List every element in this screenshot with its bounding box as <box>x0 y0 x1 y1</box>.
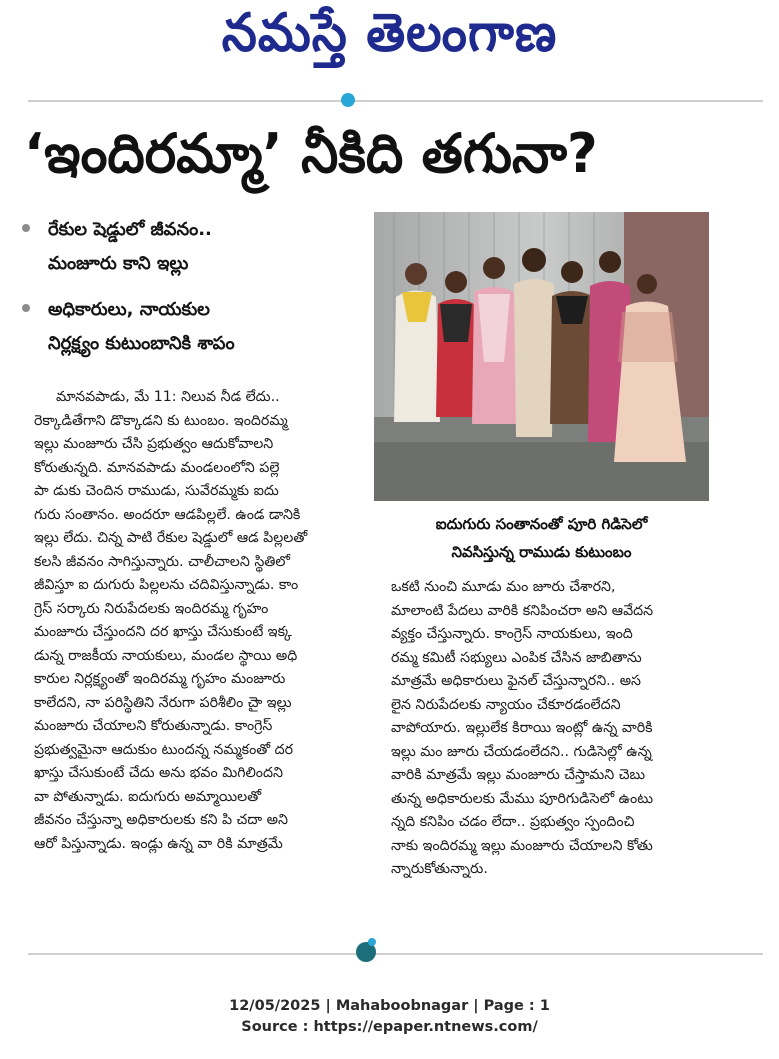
article-line: ప్రభుత్వమైనా ఆదుకుం టుందన్న నమ్మకంతో దర <box>34 741 294 758</box>
photo-caption <box>374 510 709 566</box>
article-line: కాలేదని, నా పరిస్థితిని నేరుగా పరిశీలిం చైా ఇల్లు <box>34 694 292 711</box>
article-line: మానవపాడు, మే 11: నిలువ నీడ లేదు.. <box>56 389 280 405</box>
article-line: ఆరో పిస్తున్నాడు. ఇండ్లు ఉన్న వా రికి మాత్రమే <box>34 835 283 852</box>
article-line: లైన నిరుపేదలకు న్యాయం చేకూరడంలేదని <box>391 696 621 713</box>
family-photo <box>374 212 709 501</box>
article-line: ఇల్లు లేదు. చిన్న పాటి రేకుల షెడ్డులో ఆడ పిల్లలతో <box>34 530 308 546</box>
ornament-icon <box>341 93 355 107</box>
article-line: ఇల్లు మంజూరు చేసి ప్రభుత్వం ఆదుకోవాలని <box>34 436 274 452</box>
article-line: ఒకటి నుంచి మూడు మం జూరు చేశారని, <box>391 579 616 595</box>
article-line: గురు సంతానం. అందరూ ఆడపిల్లలే. ఉండ డానికి <box>34 506 301 523</box>
caption-line: ఐదుగురు సంతానంతో పూరి గిడిసెలో <box>435 515 648 533</box>
article-line: రెక్కాడితేగాని డొక్కాడని కు టుంబం. ఇందిరమ్మ <box>34 412 288 429</box>
article-line: డున్న రాజకీయ నాయకులు, మండల స్థాయి అధి <box>34 647 298 664</box>
article-line: తున్న అధికారులకు మేము పూరిగుడిసెలో ఉంటు <box>391 790 654 807</box>
bullet-item <box>18 293 368 361</box>
article-left-column <box>34 386 362 856</box>
end-ornament-dot-icon <box>368 938 376 946</box>
caption-line: నివసిస్తున్న రాముడు కుటుంబం <box>451 543 632 561</box>
bullet-line: అధికారులు, నాయకుల <box>48 299 210 320</box>
article-line: కారుల నిర్లక్ష్యంతో ఇందిరమ్మ గృహం మంజూరు <box>34 671 286 687</box>
bullet-line: మంజూరు కాని ఇల్లు <box>48 253 189 274</box>
bottom-divider <box>28 953 763 955</box>
newspaper-logo: నమస్తే తెలంగాణ <box>221 2 558 64</box>
article-line: మాత్రమే అధికారులు ఫైనల్ చేస్తున్నారని.. అస <box>391 673 642 689</box>
footer-source: Source : https://epaper.ntnews.com/ <box>241 1019 538 1035</box>
article-line: జీవిస్తూ ఐ దుగురు పిల్లలను చదివిస్తున్నాడు. కాం <box>34 577 299 593</box>
article-line: వారికి మాత్రమే ఇల్లు మంజూరు చేస్తామని చెబు <box>391 767 646 783</box>
bullet-line: రేకుల షెడ్డులో జీవనం.. <box>48 219 212 240</box>
bullet-line: నిర్లక్ష్యం కుటుంబానికి శాపం <box>48 333 235 354</box>
article-line: మాలాంటి పేదలు వారికి కనిపించరా అని ఆవేదన <box>391 602 654 619</box>
masthead <box>0 0 779 78</box>
article-line: గ్రెస్ సర్కారు నిరుపేదలకు ఇందిరమ్మ గృహం <box>34 600 269 617</box>
article-line: నాకు ఇందిరమ్మ ఇల్లు మంజూరు చేయాలని కోతు <box>391 837 653 854</box>
article-line: న్నారుకోతున్నారు. <box>391 861 488 877</box>
bullet-text <box>48 293 235 361</box>
article-right-column <box>391 576 711 882</box>
article-line: మంజూరు చేయాలని కోరుతున్నాడు. కాంగ్రెస్ <box>34 718 273 734</box>
footer-date-edition: 12/05/2025 | Mahaboobnagar | Page : 1 <box>229 998 550 1014</box>
page-footer <box>0 996 779 1038</box>
article-line: వ్యక్తం చేస్తున్నారు. కాంగ్రెస్ నాయకులు, ఇంది <box>391 626 633 642</box>
article-line: మంజూరు చేస్తుందని దర ఖాస్తు చేసుకుంటే ఇక్క <box>34 624 292 640</box>
article-line: కోరుతున్నది. మానవపాడు మండలంలోని పల్లె <box>34 459 280 476</box>
bullet-item <box>18 213 368 281</box>
headline: ‘ఇందిరమ్మా’ నీకిది తగునా? <box>24 122 598 185</box>
summary-bullets <box>18 213 368 373</box>
bullet-text <box>48 213 212 281</box>
bullet-dot-icon <box>22 304 30 312</box>
article-line: న్నది కనిపిం చడం లేదా.. ప్రభుత్వం స్పందించి <box>391 814 635 830</box>
top-divider <box>28 100 763 102</box>
article-line: కలసి జీవనం సాగిస్తున్నారు. చాలీచాలని స్థితిలో <box>34 553 290 570</box>
article-line: ఖాస్తు చేసుకుంటే చేదు అను భవం మిగిలిందని <box>34 765 283 781</box>
article-line: పా డుకు చెందిన రాముడు, సువేరమ్మకు ఐదు <box>34 483 279 499</box>
article-line: ఇల్లు మం జూరు చేయడంలేదని.. గుడిసెల్లో ఉన్న <box>391 743 652 760</box>
article-line: జీవనం చేస్తున్నా అధికారులకు కని పి చదా అని <box>34 812 288 828</box>
family-photo-illustration <box>374 212 709 501</box>
article-line: వాపోయారు. ఇల్లులేక కిరాయి ఇంట్లో ఉన్న వారికి <box>391 720 653 736</box>
article-line: రమ్మ కమిటీ సభ్యులు ఎంపిక చేసిన జాబితాను <box>391 649 642 666</box>
article-line: వా పోతున్నాడు. ఐదుగురు అమ్మాయిలతో <box>34 788 262 805</box>
bullet-dot-icon <box>22 224 30 232</box>
